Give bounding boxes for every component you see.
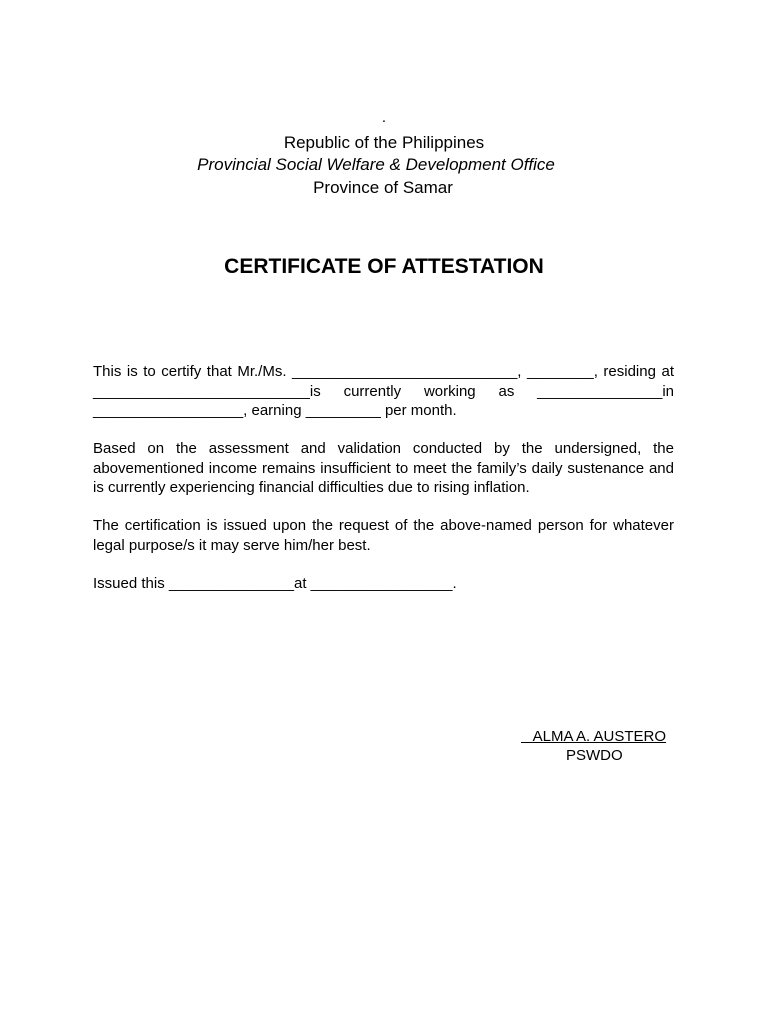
document-title: CERTIFICATE OF ATTESTATION	[224, 255, 544, 278]
signatory-position: PSWDO	[566, 747, 623, 764]
assessment-paragraph: Based on the assessment and validation conducted by the undersigned, the abovementioned income remains insufficient to meet the family’s daily sustenance and is currently experiencing financial difficulties due to rising inflation.	[93, 440, 674, 496]
header-republic: Republic of the Philippines	[283, 133, 485, 152]
issued-paragraph: Issued this _______________at _________________.	[93, 575, 457, 592]
header-dot: .	[381, 109, 387, 126]
header-office: Provincial Social Welfare & Development Office	[197, 155, 555, 174]
header-province: Province of Samar	[313, 178, 453, 197]
purpose-paragraph: The certification is issued upon the request of the above-named person for whatever legal purpose/s it may serve him/her best.	[93, 517, 674, 554]
certification-paragraph: This is to certify that Mr./Ms. ___________________________, ________, residing at __________________________is currently working as _______________in __________________, earning _________ per month.	[93, 363, 674, 419]
signatory-name: ALMA A. AUSTERO	[521, 728, 667, 745]
